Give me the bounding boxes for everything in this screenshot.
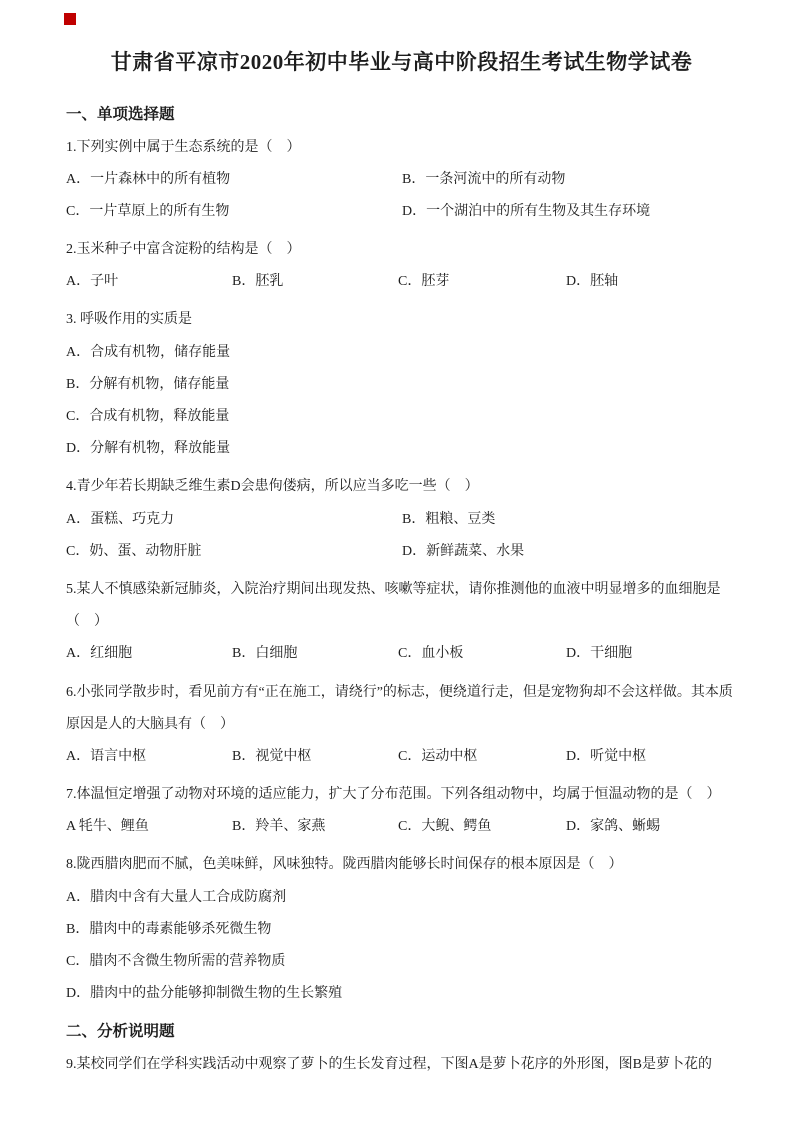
- options-grid: [66, 266, 737, 298]
- options-grid: [66, 504, 737, 568]
- question-stem: 3. 呼吸作用的实质是: [66, 312, 192, 328]
- question-stem: 5.某人不慎感染新冠肺炎，入院治疗期间出现发热、咳嗽等症状，请你推测他的血液中明显增多的血细胞是（ ）: [66, 581, 721, 630]
- question-stem: 2.玉米种子中富含淀粉的结构是（ ）: [66, 242, 301, 258]
- question-6: [66, 677, 737, 774]
- section-heading: 一、单项选择题: [66, 105, 175, 123]
- options-grid: [66, 741, 737, 773]
- page-title: 甘肃省平凉市2020年初中毕业与高中阶段招生考试生物学试卷: [110, 50, 693, 74]
- option-d: D．听觉中枢: [566, 748, 647, 764]
- option-d: D．胚轴: [566, 274, 619, 290]
- question-stem: 4.青少年若长期缺乏维生素D会患佝偻病，所以应当多吃一些（ ）: [66, 479, 479, 495]
- question-stem: 1.下列实例中属于生态系统的是（ ）: [66, 139, 301, 155]
- question-9: [66, 1049, 737, 1081]
- option-d: D．一个湖泊中的所有生物及其生存环境: [402, 203, 651, 219]
- section-heading: 二、分析说明题: [66, 1023, 175, 1041]
- option-d: D．干细胞: [566, 646, 633, 662]
- option-a: A．一片森林中的所有植物: [66, 171, 231, 187]
- option-c: C．胚芽: [398, 274, 450, 290]
- options-grid: [66, 164, 737, 228]
- option-a: A．蛋糕、巧克力: [66, 511, 175, 527]
- option-b: B．粗粮、豆类: [402, 511, 496, 527]
- option-b: B．腊肉中的毒素能够杀死微生物: [66, 921, 272, 937]
- option-d: D．腊肉中的盐分能够抑制微生物的生长繁殖: [66, 986, 343, 1002]
- option-c: C．合成有机物，释放能量: [66, 409, 230, 424]
- question-4: [66, 471, 737, 568]
- question-stem: 6.小张同学散步时，看见前方有“正在施工，请绕行”的标志，便绕道行走，但是宠物狗却不会这样做。其本质原因是人的大脑具有（ ）: [66, 684, 733, 732]
- option-c: C．腊肉不含微生物所需的营养物质: [66, 954, 286, 969]
- option-a: A．腊肉中含有大量人工合成防腐剂: [66, 889, 287, 905]
- question-stem: 9.某校同学们在学科实践活动中观察了萝卜的生长发育过程，下图A是萝卜花序的外形图，图B是萝卜花的: [66, 1057, 712, 1073]
- option-b: B．羚羊、家燕: [232, 819, 326, 835]
- option-a: A．红细胞: [66, 646, 133, 662]
- option-c: C．奶、蛋、动物肝脏: [66, 543, 202, 559]
- question-1: [66, 132, 737, 229]
- options-grid: [66, 638, 737, 670]
- option-d: D．分解有机物，释放能量: [66, 441, 231, 457]
- option-a: A．合成有机物，储存能量: [66, 344, 231, 360]
- section-analysis: [66, 1016, 737, 1081]
- option-d: D．家鸽、蜥蜴: [566, 819, 661, 835]
- options-grid: [66, 811, 737, 843]
- question-stem: 8.陇西腊肉肥而不腻，色美味鲜，风味独特。陇西腊肉能够长时间保存的根本原因是（ ）: [66, 857, 623, 873]
- option-b: B．胚乳: [232, 274, 284, 290]
- section-multiple-choice: [66, 99, 737, 1011]
- option-a: A．子叶: [66, 274, 119, 290]
- option-a: A．语言中枢: [66, 748, 147, 764]
- question-stem: 7.体温恒定增强了动物对环境的适应能力，扩大了分布范围。下列各组动物中，均属于恒温动物的是（ ）: [66, 787, 721, 803]
- option-d: D．新鲜蔬菜、水果: [402, 543, 525, 559]
- option-b: B．白细胞: [232, 646, 298, 662]
- question-3: [66, 304, 737, 465]
- option-c: C．运动中枢: [398, 748, 478, 764]
- option-c: C．大鲵、鳄鱼: [398, 819, 492, 835]
- option-a: A 牦牛、鲤鱼: [66, 819, 149, 835]
- options-list: [66, 337, 737, 466]
- question-2: [66, 234, 737, 298]
- question-7: [66, 779, 737, 843]
- option-b: B．一条河流中的所有动物: [402, 171, 566, 187]
- option-b: B．分解有机物，储存能量: [66, 376, 230, 392]
- question-5: [66, 574, 737, 671]
- question-8: [66, 849, 737, 1010]
- option-c: C．血小板: [398, 646, 464, 662]
- option-c: C．一片草原上的所有生物: [66, 203, 230, 219]
- red-square-marker-icon: [64, 13, 76, 25]
- options-list: [66, 882, 737, 1011]
- option-b: B．视觉中枢: [232, 748, 312, 764]
